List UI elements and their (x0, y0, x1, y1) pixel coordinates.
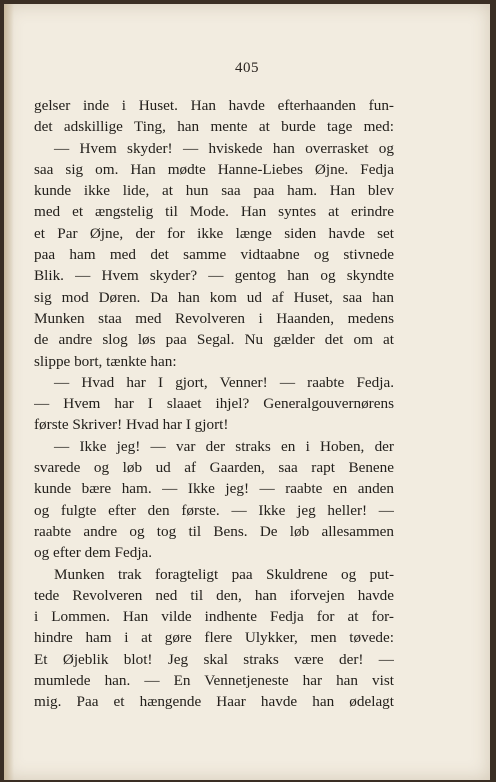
text-line: mumlede han. — En Vennetjeneste har han vist (34, 672, 394, 690)
text-line: Munken staa med Revolveren i Haanden, medens (34, 309, 394, 327)
text-line: første Skriver! Hvad har I gjort! (34, 416, 229, 434)
text-line: de andre slog løs paa Segal. Nu gælder det om at (34, 331, 394, 349)
text-line: Munken trak foragteligt paa Skuldrene og put- (54, 565, 394, 583)
text-line: Et Øjeblik blot! Jeg skal straks være der! — (34, 650, 394, 668)
text-line: det adskillige Ting, han mente at burde tage med: (34, 118, 394, 136)
text-line: og fulgte efter den første. — Ikke jeg heller! — (34, 501, 394, 519)
text-line: paa ham med det samme vidtaabne og stivnede (34, 246, 394, 264)
body-text (34, 95, 394, 713)
text-line: — Hvad har I gjort, Venner! — raabte Fedja. (54, 373, 394, 391)
book-page (4, 4, 490, 780)
text-line: tede Revolveren ned til den, han iforvejen havde (34, 586, 394, 604)
text-line: Blik. — Hvem skyder? — gentog han og skyndte (34, 267, 394, 285)
text-line: et Par Øjne, der for ikke længe siden havde set (34, 224, 394, 242)
text-line: — Hvem skyder! — hviskede han overrasket og (54, 139, 394, 157)
text-line: slippe bort, tænkte han: (34, 352, 177, 370)
page-number: 405 (235, 60, 259, 76)
text-line: mig. Paa et hængende Haar havde han ødelagt (34, 693, 394, 711)
text-line: raabte andre og tog til Bens. De løb allesammen (34, 522, 394, 540)
text-line: og efter dem Fedja. (34, 544, 153, 562)
text-line: kunde bære ham. — Ikke jeg! — raabte en anden (34, 480, 394, 498)
text-line: sig mod Døren. Da han kom ud af Huset, saa han (34, 288, 394, 306)
text-line: saa sig om. Han mødte Hanne-Liebes Øjne. Fedja (34, 160, 394, 178)
text-line: — Hvem har I slaaet ihjel? Generalgouvernørens (34, 395, 394, 413)
text-line: — Ikke jeg! — var der straks en i Hoben, der (54, 437, 394, 455)
text-line: hindre ham i at gøre flere Ulykker, men tøvede: (34, 629, 394, 647)
page-gutter-shadow (4, 4, 14, 780)
text-line: svarede og løb ud af Gaarden, saa rapt Benene (34, 459, 394, 477)
text-line: gelser inde i Huset. Han havde efterhaanden fun- (34, 97, 394, 114)
text-line: kunde ikke lide, at hun saa paa ham. Han blev (34, 182, 394, 200)
text-line: med et ængstelig til Mode. Han syntes at erindre (34, 203, 394, 221)
text-line: i Lommen. Han vilde indhente Fedja for at for- (34, 608, 394, 626)
